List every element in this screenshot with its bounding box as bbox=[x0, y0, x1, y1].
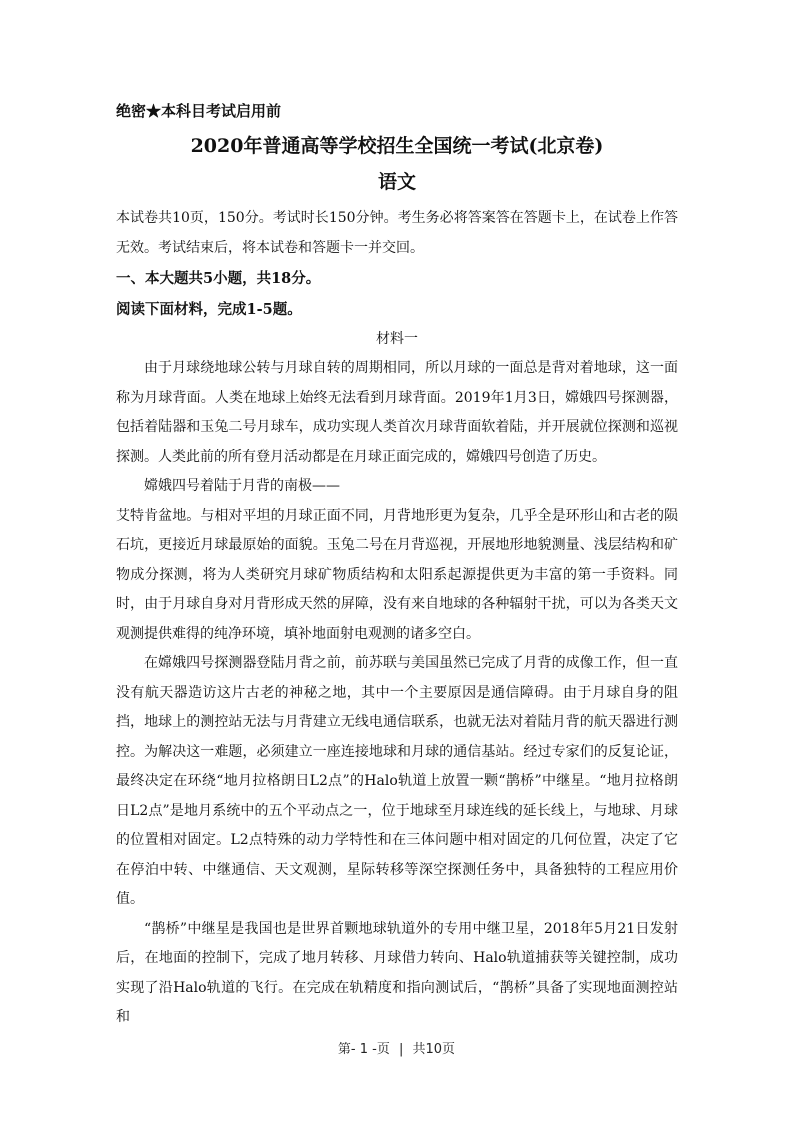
page-footer bbox=[0, 1038, 793, 1057]
total-pages: 共10页 bbox=[412, 1042, 456, 1057]
footer-separator: | bbox=[398, 1042, 404, 1057]
section-heading: 一、本大题共5小题，共18分。 bbox=[116, 270, 321, 287]
material-paragraph-2: 嫦娥四号着陆于月背的南极—— bbox=[144, 478, 340, 494]
material-paragraph-5: “鹊桥”中继星是我国也是世界首颗地球轨道外的专用中继卫星，2018年5月21日发射后，在地面的控制下，完成了地月转移、月球借力转向、Halo轨道捕获等关键控制，成功实现了沿Halo轨道的飞行。在完成在轨精度和指向测试后，“鹊桥”具备了实现地面测控站和 bbox=[116, 920, 678, 1025]
material-paragraph-3: 艾特肯盆地。与相对平坦的月球正面不同，月背地形更为复杂，几乎全是环形山和古老的陨石坑，更接近月球最原始的面貌。玉兔二号在月背巡视，开展地形地貌测量、浅层结构和矿物成分探测，将为人类研究月球矿物质结构和太阳系起源提供更为丰富的第一手资料。同时，由于月球自身对月背形成天然的屏障，没有来自地球的各种辐射干扰，可以为各类天文观测提供难得的纯净环境，填补地面射电观测的诸多空白。 bbox=[116, 507, 678, 642]
task-instruction: 阅读下面材料，完成1-5题。 bbox=[116, 301, 302, 318]
page-number: 第- 1 -页 bbox=[337, 1042, 390, 1057]
exam-title: 2020年普通高等学校招生全国统一考试(北京卷) bbox=[190, 135, 604, 157]
material-paragraph-1: 由于月球绕地球公转与月球自转的周期相同，所以月球的一面总是背对着地球，这一面称为月球背面。人类在地球上始终无法看到月球背面。2019年1月3日，嫦娥四号探测器，包括着陆器和玉兔二号月球车，成功实现人类首次月球背面软着陆，并开展就位探测和巡视探测。人类此前的所有登月活动都是在月球正面完成的，嫦娥四号创造了历史。 bbox=[116, 360, 678, 465]
secret-label: 绝密★本科目考试启用前 bbox=[116, 102, 282, 120]
material-paragraph-4: 在嫦娥四号探测器登陆月背之前，前苏联与美国虽然已完成了月背的成像工作，但一直没有航天器造访这片古老的神秘之地，其中一个主要原因是通信障碍。由于月球自身的阻挡，地球上的测控站无法与月背建立无线电通信联系，也就无法对着陆月背的航天器进行测控。为解决这一难题，必须建立一座连接地球和月球的通信基站。经过专家们的反复论证，最终决定在环绕“地月拉格朗日L2点”的Halo轨道上放置一颗“鹊桥”中继星。“地月拉格朗日L2点”是地月系统中的五个平动点之一，位于地球至月球连线的延长线上，与地球、月球的位置相对固定。L2点特殊的动力学特性和在三体问题中相对固定的几何位置，决定了它在停泊中转、中继通信、天文观测，星际转移等深空探测任务中，具备独特的工程应用价值。 bbox=[116, 655, 678, 907]
subject-title: 语文 bbox=[377, 171, 416, 193]
exam-instructions: 本试卷共10页，150分。考试时长150分钟。考生务必将答案答在答题卡上，在试卷上作答无效。考试结束后，将本试卷和答题卡一并交回。 bbox=[116, 210, 678, 256]
page-content bbox=[116, 100, 678, 1033]
material-title: 材料一 bbox=[376, 331, 418, 347]
